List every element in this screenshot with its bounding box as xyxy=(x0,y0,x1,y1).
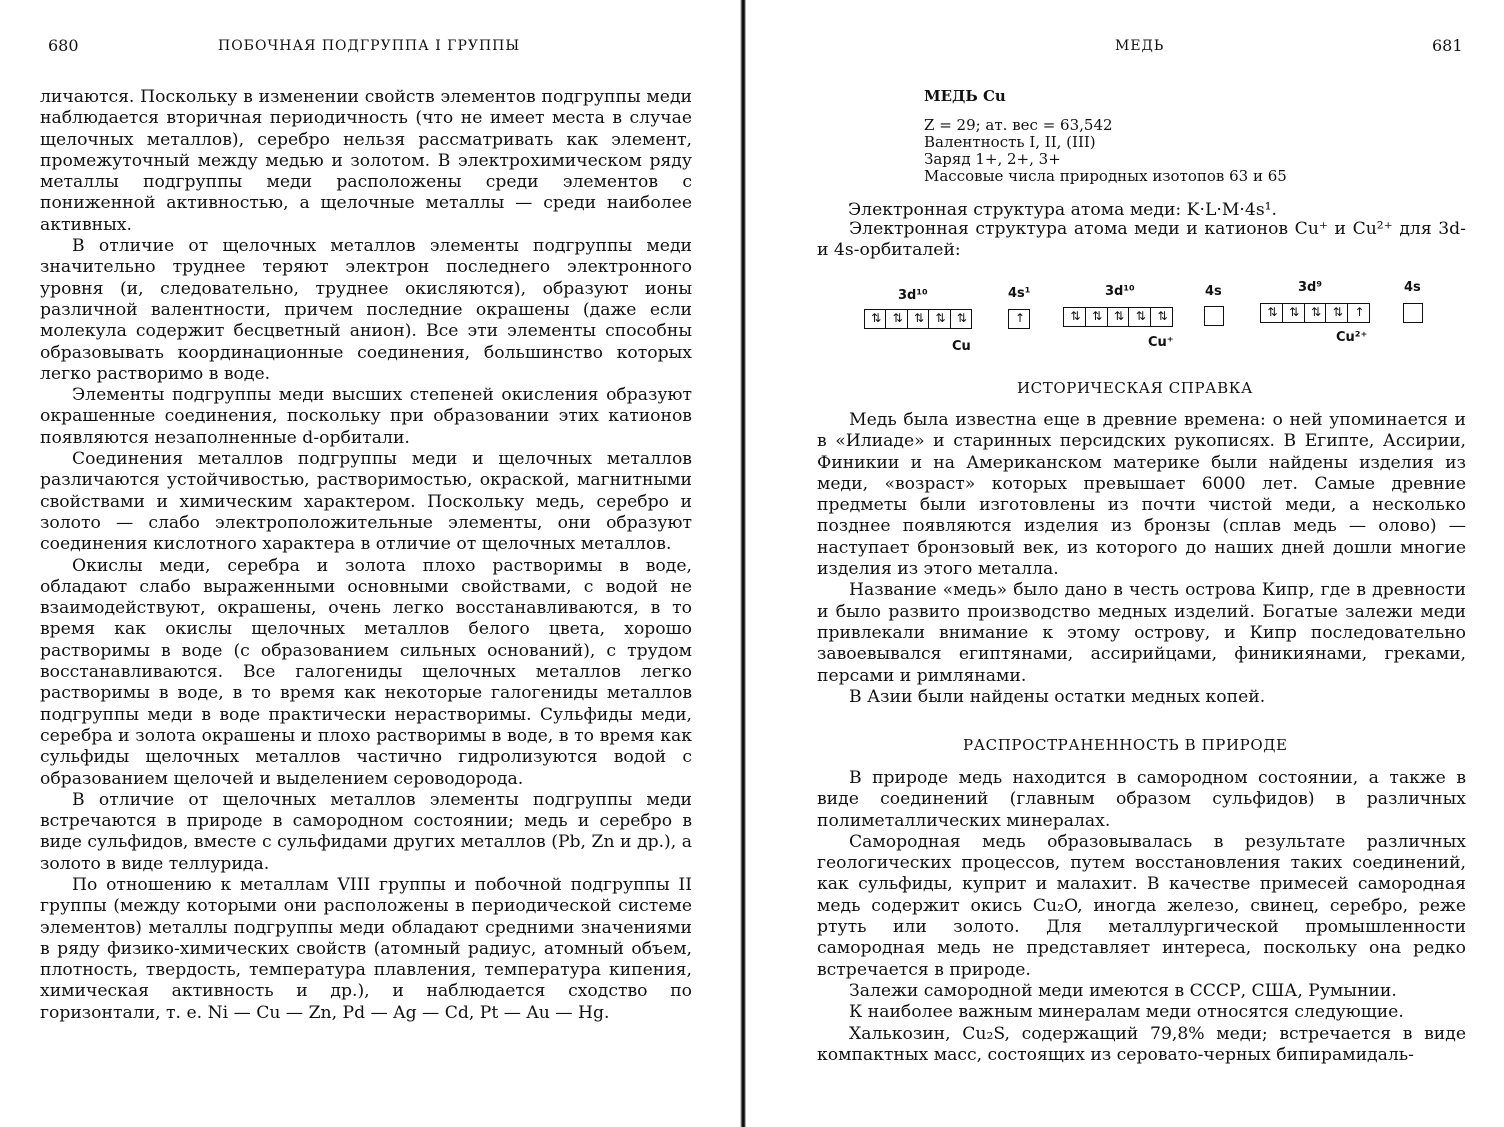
orbital-cell: ⇅ xyxy=(1261,304,1283,322)
orbital-label: 3d¹⁰ xyxy=(1105,284,1135,299)
paragraph: Медь была известна еще в древние времена: о ней упоминается и в «Илиаде» и старинных персидских рукописях. В Египте, Ассирии, Финикии и на Американском материке были найдены изделия из меди, «возраст» которых превышает 6000 лет. Самые древние предметы были изготовлены из почти чистой меди, а несколько позднее появляются изделия из бронзы (сплав медь — олово) — наступает бронзовый век, из которого до наших дней дошли многие изделия из этого металла. xyxy=(817,410,1466,580)
structure-text-2 xyxy=(817,219,1466,262)
nature-text xyxy=(817,768,1466,1066)
paragraph: В отличие от щелочных металлов элементы подгруппы меди встречаются в природе в самородном состоянии; медь и серебро в виде сульфидов, вместе с сульфидами других металлов (Pb, Zn и др.), а золото в виде теллурида. xyxy=(40,789,692,874)
running-head: МЕДЬ xyxy=(1115,38,1165,54)
paragraph: В отличие от щелочных металлов элементы подгруппы меди значительно труднее теряют электрон последнего электронного уровня (и, следовательно, труднее окисляются), образуют ионы различной валентности, причем последние окрашены (даже если молекула содержит бесцветный анион). Все эти элементы способны образовывать координационные соединения, большинство которых легко растворимо в воде. xyxy=(40,236,692,384)
section-title-history: ИСТОРИЧЕСКАЯ СПРАВКА xyxy=(1017,379,1253,397)
structure-line: Электронная структура атома меди и катионов Cu⁺ и Cu²⁺ для 3d- и 4s-орбиталей: xyxy=(817,219,1466,261)
page-number: 681 xyxy=(1432,36,1463,55)
paragraph: Окислы меди, серебра и золота плохо растворимы в воде, обладают слабо выраженными основными свойствами, с водой не взаимодействуют, окрашены, очень легко восстанавливаются, в то время как окислы щелочных металлов белого цвета, хорошо растворимы в воде (с образованием сильных оснований), с трудом восстанавливаются. Все галогениды щелочных металлов легко растворимы в воде, в то время как некоторые галогениды металлов подгруппы меди в воде практически нерастворимы. Сульфиды меди, серебра и золота окрашены и плохо растворимы в воде, в то время как сульфиды щелочных металлов частично гидролизуются водой с образованием щелочей и выделением сероводорода. xyxy=(40,555,692,789)
orbital-label: 3d¹⁰ xyxy=(898,288,928,303)
paragraph: К наиболее важным минералам меди относятся следующие. xyxy=(849,1002,1404,1023)
orbital-cell: ⇅ xyxy=(908,310,929,328)
species-label: Cu⁺ xyxy=(1148,335,1174,350)
element-info-block xyxy=(924,88,1287,185)
paragraph: В природе медь находится в самородном состоянии, а также в виде соединений (главным образом сульфидов) в различных полиметаллических минералах. xyxy=(817,768,1466,831)
orbital-cell: ⇅ xyxy=(956,311,965,325)
section-title-nature: РАСПРОСТРАНЕННОСТЬ В ПРИРОДЕ xyxy=(963,736,1288,754)
orbital-cell: ↑ xyxy=(1014,311,1024,325)
orbital-cell: ⇅ xyxy=(1108,308,1130,326)
orbital-cell: ⇅ xyxy=(1086,308,1108,326)
paragraph: Халькозин, Cu₂S, содержащий 79,8% меди; встречается в виде компактных масс, состоящих из серовато-черных бипирамидаль- xyxy=(817,1023,1466,1065)
element-info-line: Заряд 1+, 2+, 3+ xyxy=(924,150,1061,168)
right-page xyxy=(752,0,1504,1127)
cu-4s-orbital xyxy=(1008,309,1030,329)
paragraph: Самородная медь образовывалась в результате различных геологических процессов, путем восстановления таких соединений, как сульфиды, куприт и малахит. В качестве примесей самородная медь содержит окись Cu₂O, иногда железо, свинец, серебро, реже ртуть или золото. Для металлургической промышленности самородная медь не представляет интереса, поскольку она редко встречается в природе. xyxy=(817,831,1466,980)
element-info-line: Z = 29; ат. вес = 63,542 xyxy=(924,116,1113,134)
orbital-cell: ⇅ xyxy=(1305,304,1327,322)
orbital-label: 4s¹ xyxy=(1008,286,1031,301)
structure-line: Электронная структура атома меди: K·L·M·4s¹. xyxy=(848,200,1277,220)
element-title: МЕДЬ Cu xyxy=(924,87,1006,105)
paragraph: Элементы подгруппы меди высших степеней окисления образуют окрашенные соединения, поскольку при образовании этих катионов появляются незаполненные d-орбитали. xyxy=(40,385,692,448)
left-body-text xyxy=(40,87,692,1024)
element-info-line: Валентность I, II, (III) xyxy=(924,133,1096,151)
page-number: 680 xyxy=(48,36,79,55)
paragraph: Соединения металлов подгруппы меди и щелочных металлов различаются устойчивостью, растворимостью, окраской, магнитными свойствами и химическим характером. Поскольку медь, серебро и золото — слабо электроположительные элементы, они образуют соединения кислотного характера в отличие от щелочных металлов. xyxy=(40,449,692,555)
orbital-cell: ↑ xyxy=(1354,305,1363,319)
orbital-cell: ⇅ xyxy=(886,310,907,328)
history-text xyxy=(817,410,1466,708)
cu-3d-orbitals xyxy=(864,309,972,329)
book-spine xyxy=(740,0,746,1127)
orbital-cell: ⇅ xyxy=(1326,304,1348,322)
paragraph: личаются. Поскольку в изменении свойств элементов подгруппы меди наблюдается вторичная периодичность (что не имеет места в случае щелочных металлов), серебро нельзя рассматривать как элемент, промежуточный между медью и золотом. В электрохимическом ряду металлы подгруппы меди расположены среди элементов с пониженной активностью, а щелочные металлы — среди наиболее активных. xyxy=(40,87,692,235)
orbital-label: 3d⁹ xyxy=(1298,280,1323,295)
cu1-4s-orbital-empty xyxy=(1204,306,1224,326)
orbital-label: 4s xyxy=(1404,280,1421,295)
orbital-cell: ⇅ xyxy=(1064,308,1086,326)
species-label: Cu²⁺ xyxy=(1336,330,1368,345)
orbital-cell: ⇅ xyxy=(1283,304,1305,322)
paragraph: Название «медь» было дано в честь острова Кипр, где в древности и было развито производство медных изделий. Богатые залежи меди привлекали внимание к этому острову, и Кипр последовательно завоевывался египтянами, ассирийцами, финикиянами, греками, персами и римлянами. xyxy=(817,580,1466,686)
orbital-cell: ⇅ xyxy=(929,310,950,328)
paragraph: Залежи самородной меди имеются в СССР, США, Румынии. xyxy=(849,980,1397,1001)
element-info-line: Массовые числа природных изотопов 63 и 65 xyxy=(924,167,1287,185)
paragraph: В Азии были найдены остатки медных копей. xyxy=(849,686,1266,707)
running-head: ПОБОЧНАЯ ПОДГРУППА I ГРУППЫ xyxy=(218,38,521,54)
orbital-cell: ⇅ xyxy=(865,310,886,328)
cu1-3d-orbitals xyxy=(1063,307,1173,327)
cu2-4s-orbital-empty xyxy=(1403,303,1423,323)
cu2-3d-orbitals xyxy=(1260,303,1370,323)
species-label: Cu xyxy=(952,339,971,354)
orbital-cell: ⇅ xyxy=(1157,309,1166,323)
orbital-cell: ⇅ xyxy=(1129,308,1151,326)
orbital-label: 4s xyxy=(1205,284,1222,299)
paragraph: По отношению к металлам VIII группы и побочной подгруппы II группы (между которыми они расположены в периодической системе элементов) металлы подгруппы меди обладают средними значениями в ряду физико-химических свойств (атомный радиус, атомный объем, плотность, твердость, температура плавления, температура кипения, химическая активность и др.), и наблюдается сходство по горизонтали, т. е. Ni — Cu — Zn, Pd — Ag — Cd, Pt — Au — Hg. xyxy=(40,874,692,1023)
